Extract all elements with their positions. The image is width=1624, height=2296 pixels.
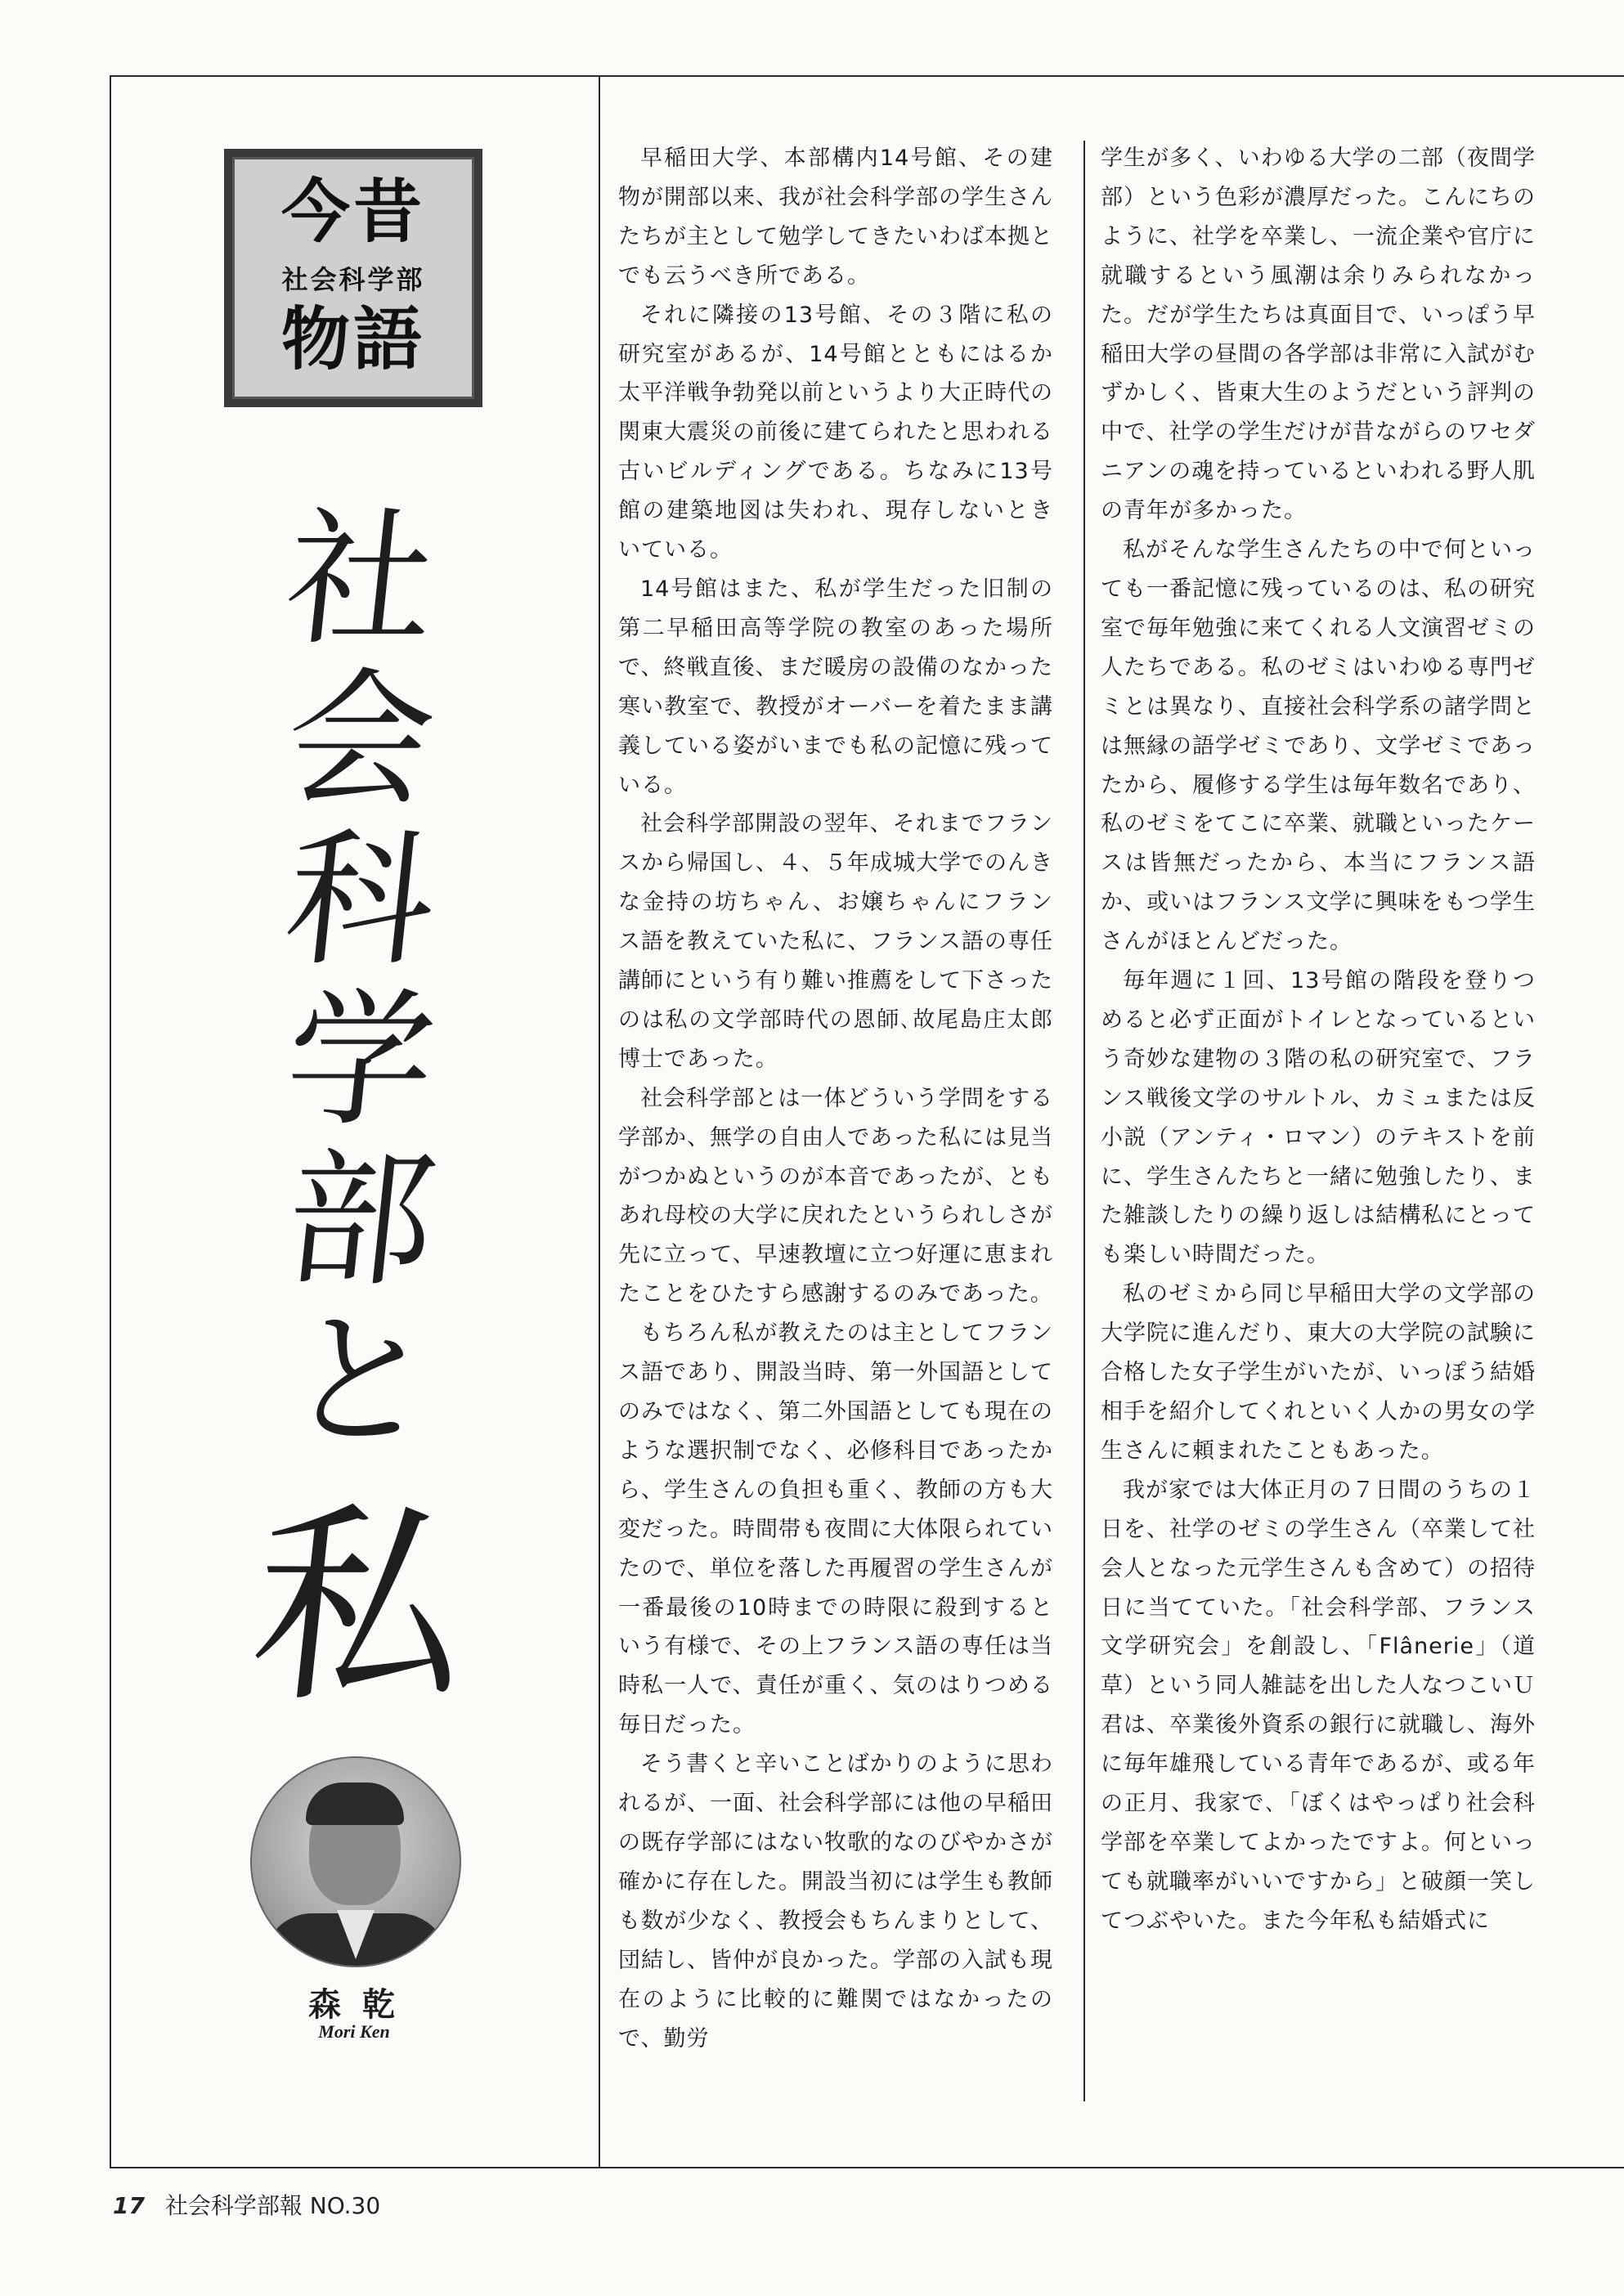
column-divider: [1083, 141, 1085, 2101]
paragraph: もちろん私が教えたのは主としてフランス語であり、開設当時、第一外国語としてのみではなく、第二外国語としても現在のような選択制でなく、必修科目であったから、学生さんの負担も重く、教師の方も大変だった。時間帯も夜間に大体限られていたので、単位を落した再履習の学生さんが一番最後の10時までの時限に殺到するという有様で、その上フランス語の専任は当時私一人で、責任が重く、気のはりつめる毎日だった。: [618, 1321, 1053, 1738]
paragraph: 14号館はまた、私が学生だった旧制の第二早稲田高等学院の教室のあった場所で、終戦直後、まだ暖房の設備のなかった寒い教室で、教授がオーバーを着たまま講義している姿がいまでも私の記憶に残っている。: [618, 576, 1053, 798]
title-char: 社: [277, 495, 443, 666]
badge-bottom-text: 物語: [280, 298, 425, 379]
page-number: 17: [113, 2192, 145, 2219]
title-char: 私: [240, 1484, 480, 1731]
series-badge: [224, 149, 482, 407]
title-char: と: [277, 1296, 443, 1467]
publication-name: 社会科学部報 NO.30: [164, 2192, 381, 2219]
series-badge-inner: [232, 157, 474, 399]
paragraph: それに隣接の13号館、その３階に私の研究室があるが、14号館とともにはるか太平洋戦争勃発以前というより大正時代の関東大震災の前後に建てられたと思われる古いビルディングである。ちなみに13号館の建築地図は失われ、現存しないときいている。: [618, 302, 1053, 563]
paragraph: 社会科学部開設の翌年、それまでフランスから帰国し、４、５年成城大学でのんきな金持の坊ちゃん、お嬢ちゃんにフランス語を教えていた私に、フランス語の専任講師にという有り難い推薦をして下さったのは私の文学部時代の恩師､故尾島庄太郎博士であった。: [618, 811, 1053, 1072]
paragraph: 私のゼミから同じ早稲田大学の文学部の大学院に進んだり、東大の大学院の試験に合格した女子学生がいたが、いっぽう結婚相手を紹介してくれといく人かの男女の学生さんに頼まれたこともあった。: [1101, 1281, 1536, 1464]
title-char: 部: [277, 1136, 443, 1307]
paragraph: 私がそんな学生さんたちの中で何といっても一番記憶に残っているのは、私の研究室で毎年勉強に来てくれる人文演習ゼミの人たちである。私のゼミはいわゆる専門ゼミとは異なり、直接社会科学系の諸学問とは無縁の語学ゼミであり、文学ゼミであったから、履修する学生は毎年数名であり、私のゼミをてこに卒業、就職といったケースは皆無だったから、本当にフランス語か、或いはフランス文学に興味をもつ学生さんがほとんどだった。: [1101, 537, 1536, 955]
badge-middle-text: 社会科学部: [281, 264, 425, 295]
paragraph: 毎年週に１回、13号館の階段を登りつめると必ず正面がトイレとなっているという奇妙な建物の３階の私の研究室で、フランス戦後文学のサルトル、カミュまたは反小説（アンティ・ロマン）のテキストを前に、学生さんたちと一緒に勉強したり、また雑談したりの繰り返しは結構私にとっても楽しい時間だった。: [1101, 968, 1536, 1268]
paragraph: 我が家では大体正月の７日間のうちの１日を、社学のゼミの学生さん（卒業して社会人となった元学生さんも含めて）の招待日に当てていた。「社会科学部、フランス文学研究会」を創設し、「Flânerie」（道草）という同人雑誌を出した人なつこいＵ君は、卒業後外資系の銀行に就職し、海外に毎年雄飛している青年であるが、或る年の正月、我家で､「ぼくはやっぱり社会科学部を卒業してよかったですよ。何といっても就職率がいいですから」と破顔一笑してつぶやいた。また今年私も結婚式に: [1101, 1477, 1536, 1934]
article-column-2: [1101, 139, 1536, 1941]
author-photo: [250, 1756, 461, 1967]
frame-divider: [599, 75, 600, 2168]
article-column-1: [618, 139, 1053, 2058]
paragraph: 早稲田大学、本部構内14号館、その建物が開部以来、我が社会科学部の学生さんたちが主として勉学してきたいわば本拠とでも云うべき所である。: [618, 146, 1053, 289]
title-char: 学: [277, 975, 443, 1146]
paragraph: そう書くと辛いことばかりのように思われるが、一面、社会科学部には他の早稲田の既存学部にはない牧歌的なのびやかさが確かに存在した。開設当初には学生も教師も数が少なく、教授会もちんまりとして、団結し、皆仲が良かった。学部の入試も現在のように比較的に難関ではなかったので、勤労: [618, 1751, 1053, 2052]
paragraph: 学生が多く、いわゆる大学の二部（夜間学部）という色彩が濃厚だった。こんにちのように、社学を卒業し、一流企業や官庁に就職するという風潮は余りみられなかった。だが学生たちは真面目で、いっぽう早稲田大学の昼間の各学部は非常に入試がむずかしく、皆東大生のようだという評判の中で、社学の学生だけが昔ながらのワセダニアンの魂を持っているといわれる野人肌の青年が多かった。: [1101, 146, 1536, 524]
title-char: 科: [277, 815, 443, 986]
article-title: [240, 495, 480, 1731]
paragraph: 社会科学部とは一体どういう学問をする学部か、無学の自由人であった私には見当がつかぬというのが本音であったが、ともあれ母校の大学に戻れたというられしさが先に立って、早速教壇に立つ好運に恵まれたことをひたすら感謝するのみであった。: [618, 1085, 1053, 1307]
page-footer: [113, 2188, 380, 2221]
photo-hair: [306, 1783, 404, 1825]
author-name: 森 乾: [308, 1986, 400, 2024]
badge-top-text: 今昔: [280, 171, 425, 252]
title-char: 会: [277, 655, 443, 826]
author-name-romanized: Mori Ken: [318, 2021, 390, 2042]
